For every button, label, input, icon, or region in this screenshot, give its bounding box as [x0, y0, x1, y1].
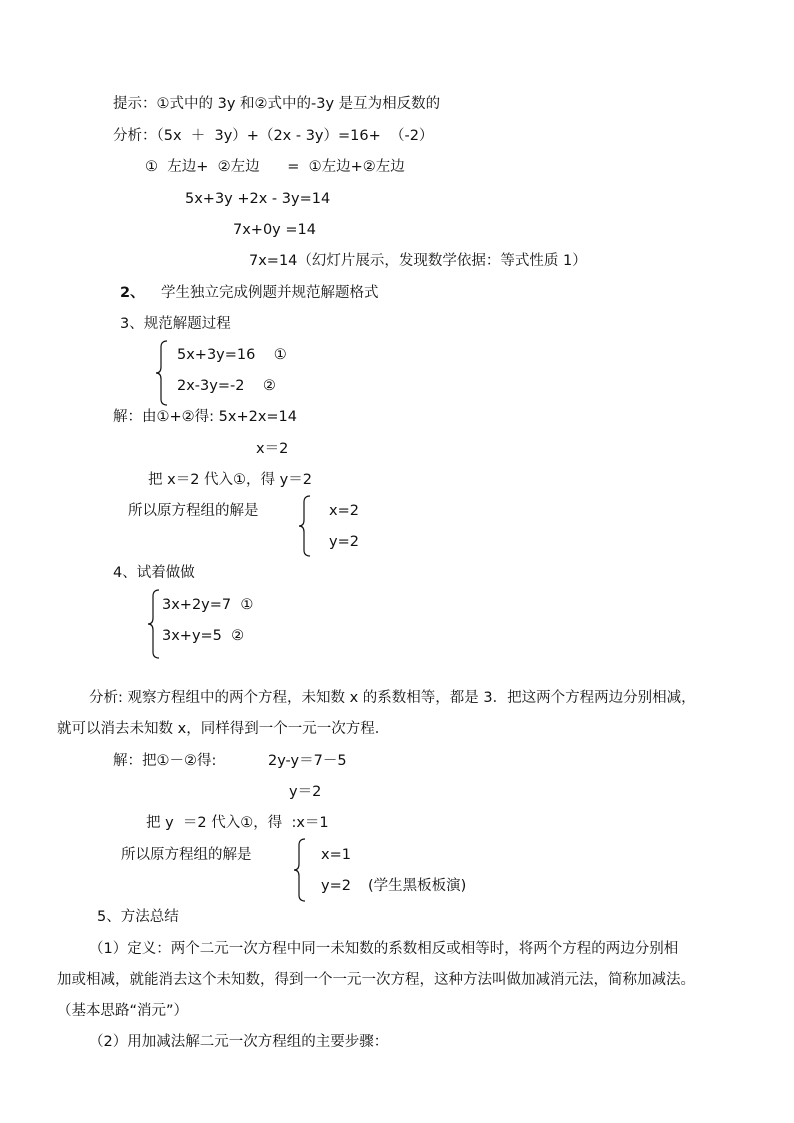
solution-2-line-3: 把 y ＝2 代入①，得 :x＝1 [146, 815, 329, 831]
system-2-equation-1: 3x+2y=7 ① [162, 597, 254, 613]
steps-heading: （2）用加减法解二元一次方程组的主要步骤： [89, 1034, 389, 1050]
definition-line-1: （1）定义：两个二元一次方程中同一未知数的系数相反或相等时，将两个方程的两边分别相 [89, 941, 679, 957]
section-3-title: 3、规范解题过程 [120, 316, 231, 332]
solution-1-line-3: 把 x＝2 代入①，得 y＝2 [148, 472, 312, 488]
left-brace-icon [292, 838, 308, 902]
analysis-line-2: ① 左边+ ②左边 = ①左边+②左边 [145, 159, 405, 175]
solution-2-y: y=2 [321, 878, 351, 894]
section-2-number: 2、 [120, 285, 145, 301]
solution-2-line-4: 所以原方程组的解是 [121, 847, 252, 863]
solution-2-note: (学生黑板板演) [368, 878, 467, 894]
left-brace-icon [146, 589, 162, 659]
definition-line-2: 加或相减，就能消去这个未知数，得到一个一元一次方程，这种方法叫做加减消元法，简称加减法。 [57, 972, 695, 988]
section-5-title: 5、方法总结 [97, 909, 179, 925]
analysis-paragraph-line-1: 分析: 观察方程组中的两个方程，未知数 x 的系数相等，都是 3．把这两个方程两边分别相减， [89, 690, 696, 706]
definition-line-3: （基本思路“消元”） [57, 1003, 189, 1019]
solution-2-line-2: y＝2 [289, 784, 322, 800]
system-1-equation-1: 5x+3y=16 ① [177, 347, 287, 363]
left-brace-icon [297, 495, 313, 557]
system-1-equation-2: 2x-3y=-2 ② [177, 378, 276, 394]
solution-1-y: y=2 [329, 534, 359, 550]
solution-2-line-1: 解：把①－②得: [113, 753, 217, 769]
solution-1-line-1: 解：由①+②得: 5x+2x=14 [113, 409, 298, 425]
analysis-line-3: 5x+3y +2x - 3y=14 [185, 191, 331, 207]
solution-2-equation: 2y-y＝7－5 [268, 753, 347, 769]
left-brace-icon [154, 340, 170, 406]
solution-2-x: x=1 [321, 847, 351, 863]
section-2-text: 学生独立完成例题并规范解题格式 [161, 285, 379, 301]
solution-1-line-2: x＝2 [256, 441, 289, 457]
section-4-title: 4、试着做做 [113, 565, 195, 581]
solution-1-x: x=2 [329, 503, 359, 519]
analysis-line-5: 7x=14（幻灯片展示，发现数学依据：等式性质 1） [249, 253, 587, 269]
hint-line: 提示：①式中的 3y 和②式中的-3y 是互为相反数的 [113, 96, 441, 112]
analysis-line-4: 7x+0y =14 [233, 222, 316, 238]
solution-1-line-4: 所以原方程组的解是 [128, 503, 259, 519]
analysis-line-1: 分析：（5x ＋ 3y）+（2x - 3y）=16+ （-2） [113, 128, 434, 144]
system-2-equation-2: 3x+y=5 ② [162, 628, 245, 644]
analysis-paragraph-line-2: 就可以消去未知数 x，同样得到一个一元一次方程． [57, 721, 390, 737]
